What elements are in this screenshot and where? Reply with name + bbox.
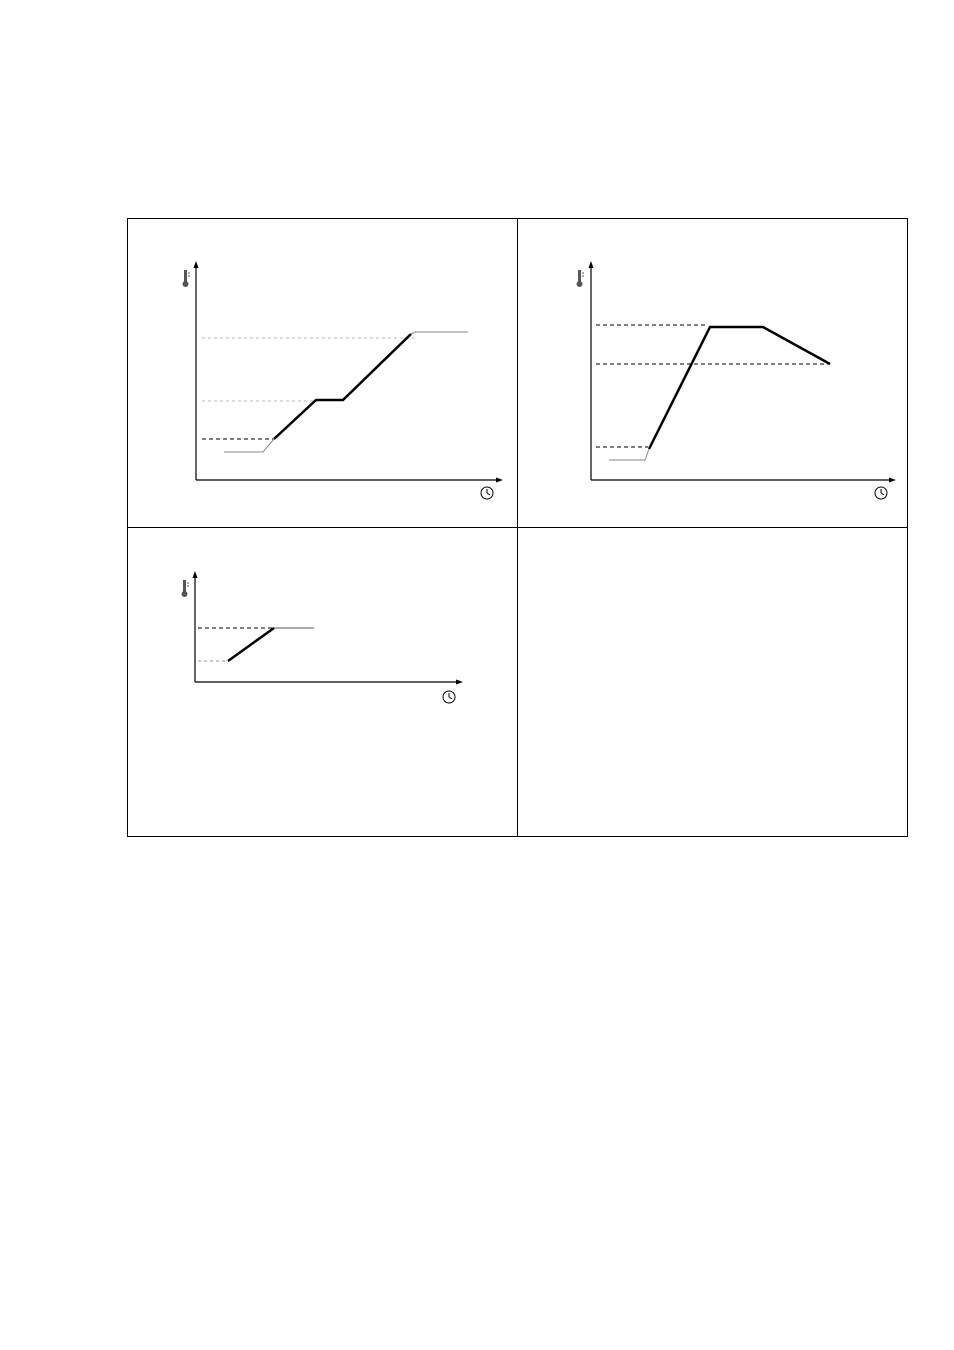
clock-icon [875, 487, 887, 499]
panel-vacuum-long-term-cooling [518, 219, 907, 528]
panel-vacuum-both-stages [128, 219, 518, 528]
firing-curves-grid [127, 218, 908, 837]
y-axis-arrow [193, 571, 198, 578]
chart-vacuum-long-term-cooling [518, 219, 907, 528]
clock-icon [443, 691, 455, 703]
x-axis-arrow [496, 478, 503, 483]
chart-pre-drying [128, 528, 518, 837]
x-axis-arrow [889, 478, 896, 483]
curve-vacuum [649, 327, 830, 449]
curve-pre-drying [228, 628, 274, 661]
thermometer-icon [183, 270, 191, 287]
section-heading [128, 178, 185, 194]
curve-end [411, 332, 468, 334]
y-axis-arrow [589, 261, 594, 268]
thermometer-icon [577, 270, 585, 287]
clock-icon [481, 487, 493, 499]
curve-start [609, 449, 649, 460]
panel-pre-drying [128, 528, 518, 837]
curve-vacuum [274, 334, 411, 439]
thermometer-icon [182, 580, 190, 597]
x-axis-arrow [456, 680, 463, 685]
chart-vacuum-both-stages [128, 219, 518, 528]
y-axis-arrow [194, 261, 199, 268]
curve-start [224, 439, 274, 452]
